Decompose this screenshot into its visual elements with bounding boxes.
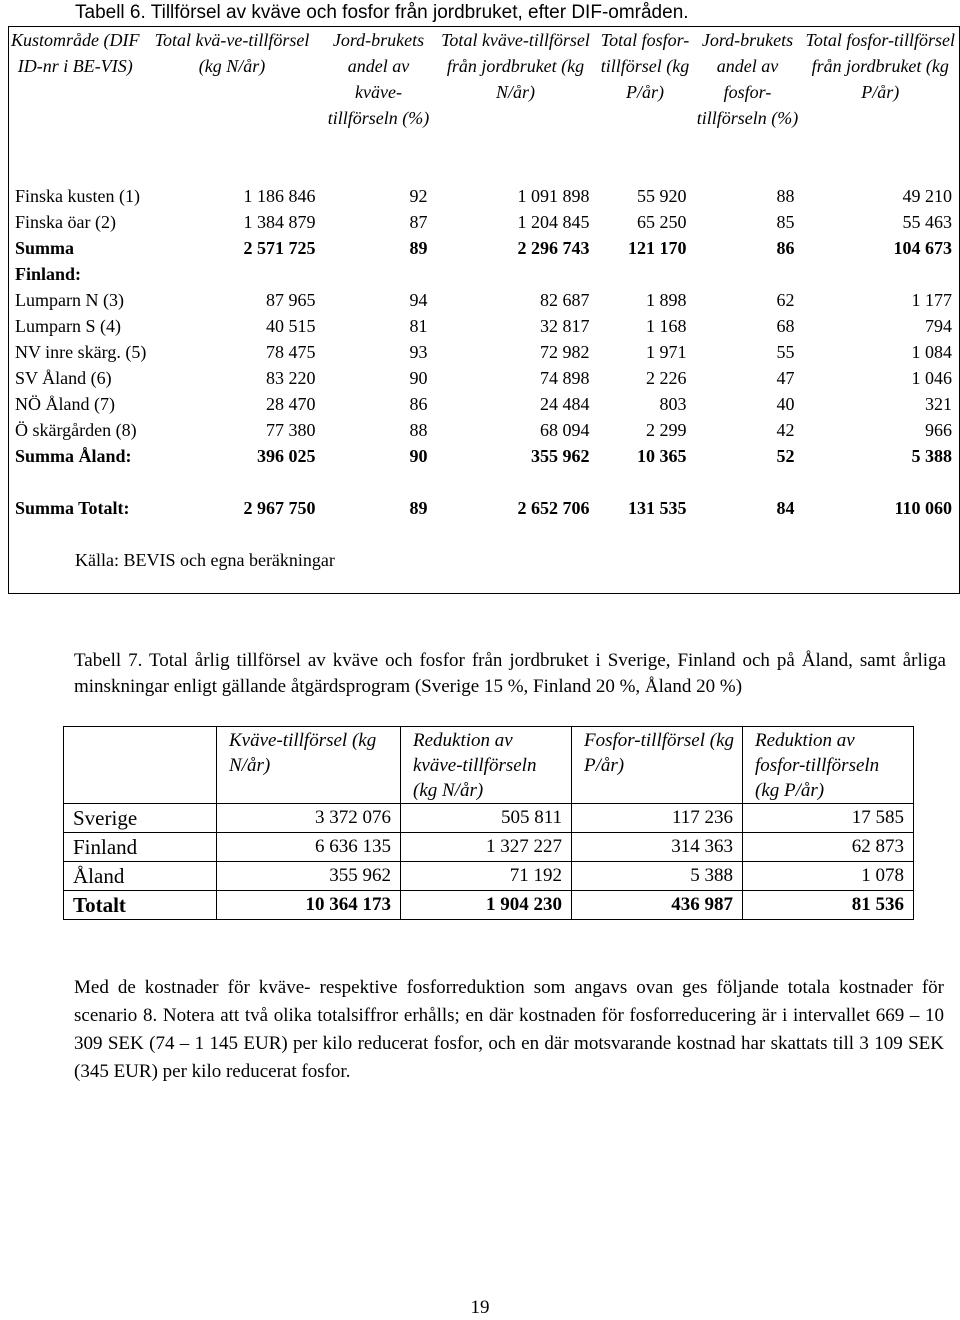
cell: 1 904 230 bbox=[401, 891, 572, 920]
cell: 1 078 bbox=[743, 862, 914, 891]
page-number: 19 bbox=[470, 1297, 490, 1318]
cell: 5 388 bbox=[911, 446, 952, 466]
cell: 84 bbox=[776, 498, 795, 518]
cell: 396 025 bbox=[257, 446, 316, 466]
cell: 110 060 bbox=[894, 498, 952, 518]
cell: 321 bbox=[925, 394, 952, 414]
cell: 89 bbox=[409, 238, 428, 258]
table-row bbox=[9, 287, 960, 313]
cell: 87 bbox=[409, 212, 428, 232]
table6-source: Källa: BEVIS och egna beräkningar bbox=[75, 550, 335, 570]
cell: 42 bbox=[776, 420, 795, 440]
cell: 24 484 bbox=[540, 394, 590, 414]
cell: 78 475 bbox=[266, 342, 316, 362]
cell: 86 bbox=[409, 394, 428, 414]
cell: 355 962 bbox=[217, 862, 401, 891]
table-row bbox=[64, 833, 914, 862]
t7-header-n-supply: Kväve-tillförsel (kg N/år) bbox=[217, 727, 401, 804]
body-paragraph: Med de kostnader för kväve- respektive fosforreduktion som angavs ovan ges följande totala kostnader för scenario 8. Notera att två olika totalsiffror erhålls; en där kostnaden för fosforreducering är i intervallet 669 – 10 309 SEK (74 – 1 145 EUR) per kilo reducerat fosfor, och en där motsvarande kostnad har skattats till 3 109 SEK (345 EUR) per kilo reducerat fosfor. bbox=[74, 977, 944, 1082]
t6-header-agri-share-n: Jord-brukets andel av kväve-tillförseln (%) bbox=[327, 30, 430, 128]
cell: 1 186 846 bbox=[243, 186, 316, 206]
cell: 92 bbox=[409, 186, 428, 206]
row-label: Totalt bbox=[64, 891, 217, 920]
table-row-sum bbox=[9, 235, 960, 287]
cell: 32 817 bbox=[540, 316, 590, 336]
cell: 3 372 076 bbox=[217, 804, 401, 833]
cell: 90 bbox=[409, 368, 428, 388]
cell: 314 363 bbox=[572, 833, 743, 862]
table-row bbox=[9, 417, 960, 443]
row-label: Finska kusten (1) bbox=[15, 186, 140, 206]
cell: 2 967 750 bbox=[243, 498, 316, 518]
cell: 104 673 bbox=[893, 238, 952, 258]
row-label: Lumparn S (4) bbox=[15, 316, 121, 336]
cell: 77 380 bbox=[266, 420, 316, 440]
table-row bbox=[64, 862, 914, 891]
row-label: Summa Totalt: bbox=[15, 498, 130, 518]
table7 bbox=[63, 726, 914, 920]
table-row bbox=[9, 391, 960, 417]
table-row bbox=[64, 804, 914, 833]
cell: 88 bbox=[776, 186, 795, 206]
cell: 55 920 bbox=[637, 186, 687, 206]
cell: 49 210 bbox=[902, 186, 952, 206]
cell: 85 bbox=[776, 212, 795, 232]
cell: 93 bbox=[409, 342, 428, 362]
table-row bbox=[9, 365, 960, 391]
row-label: Summa Åland: bbox=[15, 446, 132, 466]
cell: 71 192 bbox=[401, 862, 572, 891]
cell: 62 bbox=[776, 290, 795, 310]
cell: 1 898 bbox=[646, 290, 687, 310]
cell: 83 220 bbox=[266, 368, 316, 388]
cell: 1 046 bbox=[911, 368, 952, 388]
table7-caption: Tabell 7. Total årlig tillförsel av kväve och fosfor från jordbruket i Sverige, Finland och på Åland, samt årliga minskningar enligt gällande åtgärdsprogram (Sverige 15 %, Finland 20 %, Åland 20 %) bbox=[74, 650, 946, 697]
cell: 1 084 bbox=[911, 342, 952, 362]
cell: 94 bbox=[409, 290, 428, 310]
cell: 1 327 227 bbox=[401, 833, 572, 862]
table-row bbox=[9, 183, 960, 209]
row-label: NÖ Åland (7) bbox=[15, 394, 115, 414]
cell: 794 bbox=[925, 316, 952, 336]
cell: 86 bbox=[776, 238, 795, 258]
row-label: Åland bbox=[64, 862, 217, 891]
table7-header-row bbox=[64, 727, 914, 804]
cell: 2 571 725 bbox=[243, 238, 316, 258]
table6-source-row bbox=[9, 547, 960, 594]
row-label: Lumparn N (3) bbox=[15, 290, 124, 310]
cell: 6 636 135 bbox=[217, 833, 401, 862]
table-row-total bbox=[64, 891, 914, 920]
table-row-sum bbox=[9, 495, 960, 547]
cell: 131 535 bbox=[628, 498, 687, 518]
table-row bbox=[9, 339, 960, 365]
cell: 2 652 706 bbox=[517, 498, 590, 518]
row-label: Finland bbox=[64, 833, 217, 862]
cell: 81 bbox=[409, 316, 428, 336]
t6-header-total-n: Total kvä-ve-tillförsel (kg N/år) bbox=[154, 30, 310, 76]
cell: 355 962 bbox=[531, 446, 590, 466]
t6-header-agri-p: Total fosfor-tillförsel från jordbruket (kg P/år) bbox=[805, 30, 955, 102]
row-label: Finska öar (2) bbox=[15, 212, 116, 232]
t7-header-p-reduction: Reduktion av fosfor-tillförseln (kg P/år) bbox=[743, 727, 914, 804]
cell: 1 177 bbox=[911, 290, 952, 310]
cell: 47 bbox=[776, 368, 795, 388]
cell: 89 bbox=[409, 498, 428, 518]
cell: 74 898 bbox=[540, 368, 590, 388]
t6-header-agri-share-p: Jord-brukets andel av fosfor-tillförseln (%) bbox=[696, 30, 799, 128]
cell: 82 687 bbox=[540, 290, 590, 310]
cell: 2 299 bbox=[646, 420, 687, 440]
cell: 1 091 898 bbox=[517, 186, 590, 206]
cell: 2 296 743 bbox=[517, 238, 590, 258]
table6-caption: Tabell 6. Tillförsel av kväve och fosfor från jordbruket, efter DIF-områden. bbox=[75, 2, 689, 23]
cell: 90 bbox=[409, 446, 428, 466]
t7-header-empty bbox=[64, 727, 217, 804]
row-label: SV Åland (6) bbox=[15, 368, 112, 388]
cell: 436 987 bbox=[572, 891, 743, 920]
cell: 1 168 bbox=[646, 316, 687, 336]
cell: 65 250 bbox=[637, 212, 687, 232]
cell: 117 236 bbox=[572, 804, 743, 833]
cell: 121 170 bbox=[628, 238, 687, 258]
row-label: Summa Finland: bbox=[15, 238, 82, 284]
cell: 1 971 bbox=[646, 342, 687, 362]
cell: 62 873 bbox=[743, 833, 914, 862]
cell: 40 515 bbox=[266, 316, 316, 336]
cell: 55 bbox=[776, 342, 795, 362]
cell: 72 982 bbox=[540, 342, 590, 362]
t6-header-agri-n: Total kväve-tillförsel från jordbruket (kg N/år) bbox=[441, 30, 590, 102]
cell: 1 384 879 bbox=[243, 212, 316, 232]
cell: 68 bbox=[776, 316, 795, 336]
cell: 81 536 bbox=[743, 891, 914, 920]
table-row bbox=[9, 209, 960, 235]
row-label: NV inre skärg. (5) bbox=[15, 342, 147, 362]
cell: 10 364 173 bbox=[217, 891, 401, 920]
t6-header-region: Kustområde (DIF ID-nr i BE-VIS) bbox=[11, 30, 140, 76]
cell: 17 585 bbox=[743, 804, 914, 833]
cell: 5 388 bbox=[572, 862, 743, 891]
cell: 87 965 bbox=[266, 290, 316, 310]
table-row bbox=[9, 313, 960, 339]
cell: 68 094 bbox=[540, 420, 590, 440]
cell: 55 463 bbox=[902, 212, 952, 232]
cell: 966 bbox=[925, 420, 952, 440]
cell: 40 bbox=[776, 394, 795, 414]
t6-header-total-p: Total fosfor-tillförsel (kg P/år) bbox=[600, 30, 690, 102]
row-label: Ö skärgården (8) bbox=[15, 420, 137, 440]
t7-header-p-supply: Fosfor-tillförsel (kg P/år) bbox=[572, 727, 743, 804]
cell: 10 365 bbox=[637, 446, 687, 466]
table6 bbox=[8, 26, 960, 594]
row-label: Sverige bbox=[64, 804, 217, 833]
cell: 88 bbox=[409, 420, 428, 440]
cell: 505 811 bbox=[401, 804, 572, 833]
cell: 1 204 845 bbox=[517, 212, 590, 232]
t7-header-n-reduction: Reduktion av kväve-tillförseln (kg N/år) bbox=[401, 727, 572, 804]
cell: 52 bbox=[776, 446, 795, 466]
cell: 2 226 bbox=[646, 368, 687, 388]
cell: 28 470 bbox=[266, 394, 316, 414]
cell: 803 bbox=[659, 394, 687, 414]
table-row-sum bbox=[9, 443, 960, 495]
table6-header-row bbox=[9, 27, 960, 184]
